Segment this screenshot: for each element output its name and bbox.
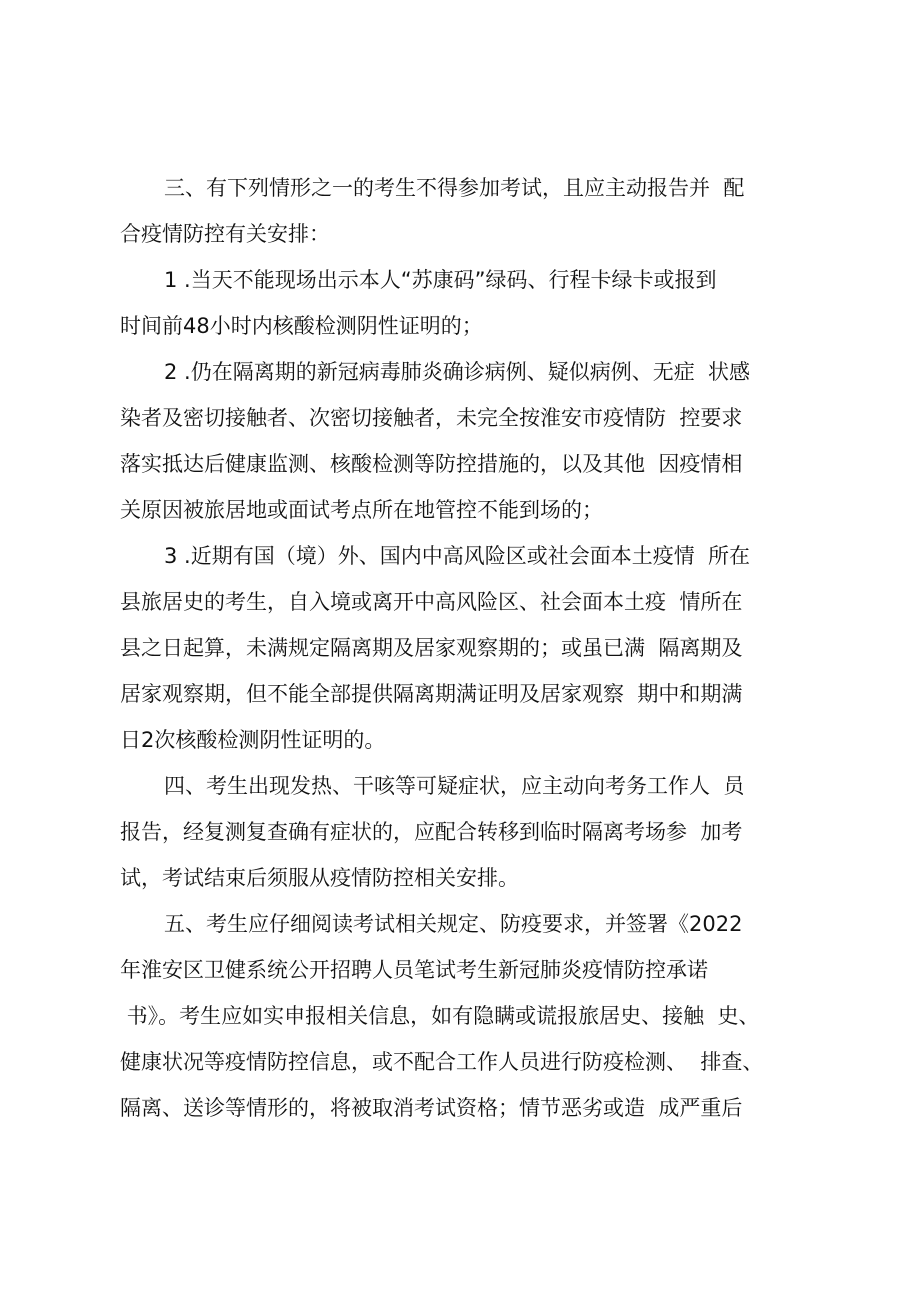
text-line: 书》。考生应如实申报相关信息，如有隐瞒或谎报旅居史、接触 史、	[120, 1004, 760, 1028]
text-line: 合疫情防控有关安排：	[120, 222, 330, 246]
paragraph-item-3	[120, 533, 810, 763]
text-line: 试，考试结束后须服从疫情防控相关安排。	[120, 866, 519, 890]
text-line: 五、考生应仔细阅读考试相关规定、防疫要求，并签署《2022	[164, 912, 743, 936]
paragraph-item-1	[120, 257, 810, 349]
text-line: 四、考生出现发热、干咳等可疑症状，应主动向考务工作人 员	[164, 774, 745, 798]
text-line: 报告，经复测复查确有症状的，应配合转移到临时隔离考场参 加考	[120, 820, 743, 844]
text-line: 居家观察期，但不能全部提供隔离期满证明及居家观察 期中和期满	[120, 682, 743, 706]
text-line: 日2次核酸检测阴性证明的。	[120, 728, 386, 752]
text-line: 三、有下列情形之一的考生不得参加考试，且应主动报告并 配	[164, 176, 745, 200]
text-line: 2 .仍在隔离期的新冠病毒肺炎确诊病例、疑似病例、无症 状感	[164, 360, 751, 384]
text-line: 健康状况等疫情防控信息，或不配合工作人员进行防疫检测、 排查、	[120, 1050, 764, 1074]
text-line: 年淮安区卫健系统公开招聘人员笔试考生新冠肺炎疫情防控承诺	[120, 958, 708, 982]
text-line: 县之日起算，未满规定隔离期及居家观察期的；或虽已满 隔离期及	[120, 636, 743, 660]
document-body	[120, 165, 810, 1131]
text-line: 落实抵达后健康监测、核酸检测等防控措施的，以及其他 因疫情相	[120, 452, 743, 476]
paragraph-item-2	[120, 349, 810, 533]
text-line: 1 .当天不能现场出示本人“苏康码”绿码、行程卡绿卡或报到	[164, 268, 717, 292]
text-line: 3 .近期有国（境）外、国内中高风险区或社会面本土疫情 所在	[164, 544, 751, 568]
text-line: 染者及密切接触者、次密切接触者，未完全按淮安市疫情防 控要求	[120, 406, 743, 430]
paragraph-section-four	[120, 763, 810, 901]
paragraph-section-five	[120, 901, 810, 1131]
text-line: 关原因被旅居地或面试考点所在地管控不能到场的；	[120, 498, 603, 522]
paragraph-section-three	[120, 165, 810, 257]
text-line: 隔离、送诊等情形的，将被取消考试资格；情节恶劣或造 成严重后	[120, 1096, 743, 1120]
text-line: 县旅居史的考生，自入境或离开中高风险区、社会面本土疫 情所在	[120, 590, 743, 614]
text-line: 时间前48小时内核酸检测阴性证明的；	[120, 314, 483, 338]
